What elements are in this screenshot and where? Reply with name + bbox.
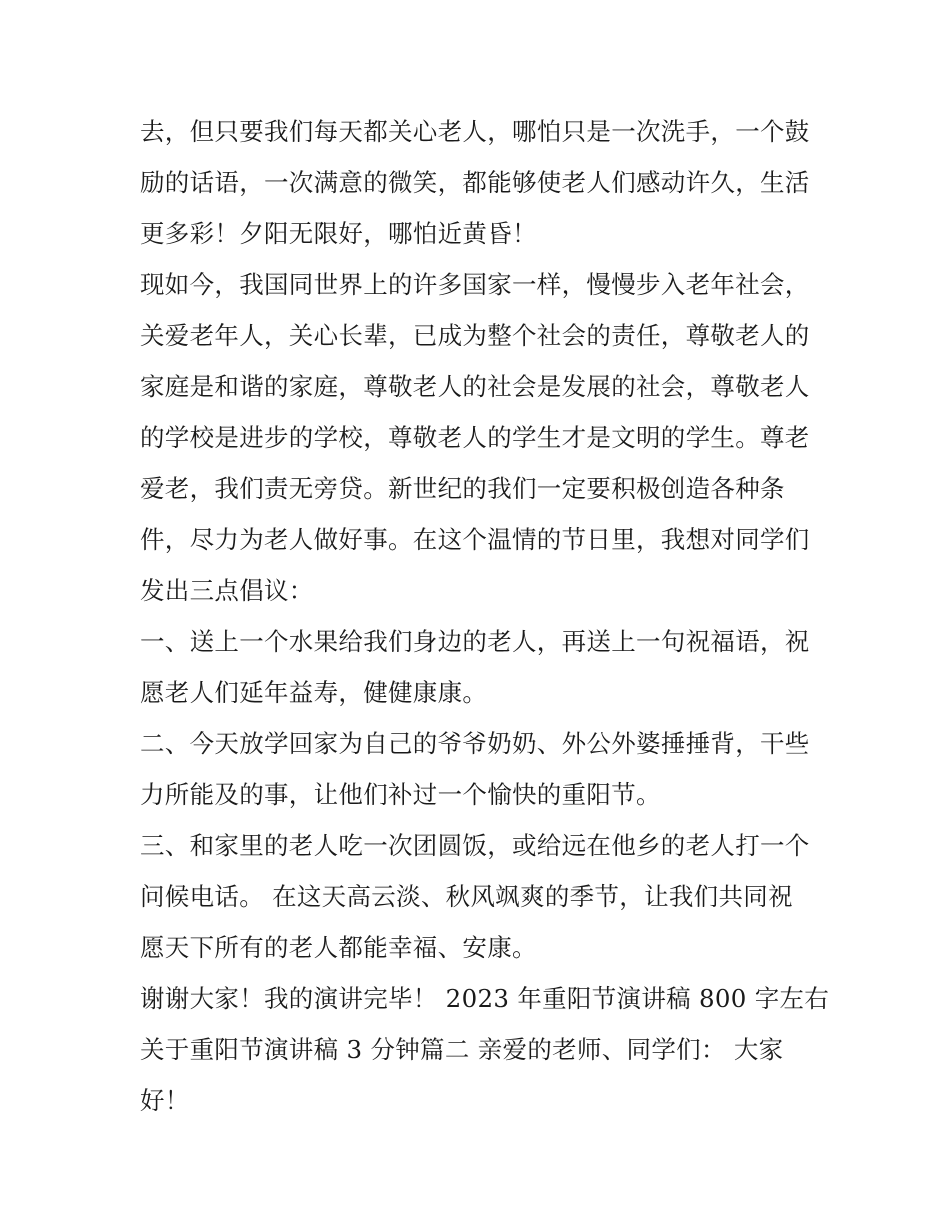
text-line: 件，尽力为老人做好事。在这个温情的节日里，我想对同学们 [140, 525, 810, 554]
text-line: 力所能及的事，让他们补过一个愉快的重阳节。 [140, 780, 661, 809]
text-line: 关于重阳节演讲稿 3 分钟篇二 亲爱的老师、同学们： 大家 [140, 1035, 784, 1064]
text-line: 愿天下所有的老人都能幸福、安康。 [140, 933, 537, 962]
text-line: 愿老人们延年益寿，健健康康。 [140, 678, 488, 707]
text-line: 关爱老年人，关心长辈，已成为整个社会的责任，尊敬老人的 [140, 321, 810, 350]
text-line: 一、送上一个水果给我们身边的老人，再送上一句祝福语，祝 [140, 627, 810, 656]
text-line: 好！ [140, 1086, 190, 1115]
text-line: 更多彩！夕阳无限好，哪怕近黄昏！ [140, 219, 537, 248]
text-line: 二、今天放学回家为自己的爷爷奶奶、外公外婆捶捶背，干些 [140, 729, 810, 758]
text-line: 的学校是进步的学校，尊敬老人的学生才是文明的学生。尊老 [140, 423, 810, 452]
text-line: 家庭是和谐的家庭，尊敬老人的社会是发展的社会，尊敬老人 [140, 372, 810, 401]
text-line: 问候电话。 在这天高云淡、秋风飒爽的季节，让我们共同祝 [140, 882, 793, 911]
text-line: 现如今，我国同世界上的许多国家一样，慢慢步入老年社会， [140, 270, 810, 299]
document-body [140, 106, 830, 1126]
text-line: 励的话语，一次满意的微笑，都能够使老人们感动许久，生活 [140, 168, 810, 197]
text-line: 发出三点倡议： [140, 576, 314, 605]
text-line: 三、和家里的老人吃一次团圆饭，或给远在他乡的老人打一个 [140, 831, 810, 860]
text-line: 爱老，我们责无旁贷。新世纪的我们一定要积极创造各种条 [140, 474, 785, 503]
text-line: 谢谢大家！我的演讲完毕！ 2023 年重阳节演讲稿 800 字左右 [140, 984, 830, 1013]
text-line: 去，但只要我们每天都关心老人，哪怕只是一次洗手，一个鼓 [140, 117, 810, 146]
